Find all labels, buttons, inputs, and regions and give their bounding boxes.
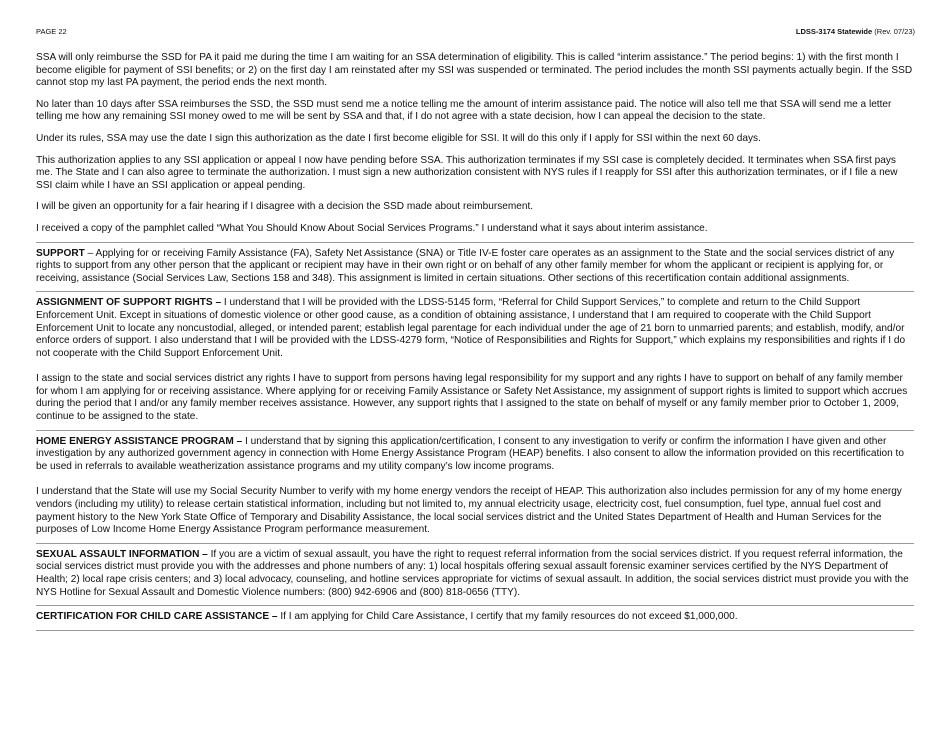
support-heading: SUPPORT	[36, 247, 85, 259]
section-divider	[36, 242, 914, 243]
document-body	[36, 52, 914, 636]
sexual-assault-heading: SEXUAL ASSAULT INFORMATION –	[36, 548, 208, 560]
support-text: – Applying for or receiving Family Assistance (FA), Safety Net Assistance (SNA) or Title IV-E foster care operates as an assignment to the State and the social services district of any rights to support from any other person that the applicant or recipient may have in their own right or on behalf of any other family member for whom the applicant or recipient is applying for, or receiving, assistance (Social Services Law, Sections 158 and 348). This assignment is limited in certain situations. Other sections of this recertification contain additional assignments.	[36, 247, 895, 284]
support-section	[36, 248, 914, 286]
heap-section	[36, 436, 914, 474]
page-header	[36, 27, 915, 39]
child-care-text: If I am applying for Child Care Assistance, I certify that my family resources do not exceed $1,000,000.	[277, 611, 738, 623]
assignment-heading: ASSIGNMENT OF SUPPORT RIGHTS –	[36, 297, 222, 309]
heap-paragraph-2: I understand that the State will use my Social Security Number to verify with my home energy vendors the receipt of HEAP. This authorization also includes permission for any of my home energy vendors (including my utility) to release certain statistical information, including but not limited to, my annual electricity usage, electricity cost, fuel consumption, fuel type, annual fuel cost and payment history to the New York State Office of Temporary and Disability Assistance, the local social services district and the United States Department of Health and Human Services for the purposes of Low Income Home Energy Assistance Program performance measurement.	[36, 486, 902, 536]
interim-assistance-paragraph-2: No later than 10 days after SSA reimburses the SSD, the SSD must send me a notice telling me the amount of interim assistance paid. The notice will also tell me that SSA will send me a letter telling me how any remaining SSI money owed to me will be sent by SSA and that, if I do not agree with a state decision, how I can appeal the decision to the state.	[36, 98, 892, 123]
section-divider	[36, 605, 914, 606]
section-divider	[36, 543, 914, 544]
child-care-section	[36, 611, 914, 624]
interim-assistance-paragraph-4: This authorization applies to any SSI application or appeal I now have pending before SSA. This authorization terminates if my SSI case is completely decided. It terminates when SSA first pays me. The State and I can also agree to terminate the authorization. I must sign a new authorization consistent with NYS rules if I reapply for SSI after this authorization terminates, or if I file a new SSI claim while I have an SSI application or appeal pending.	[36, 154, 898, 191]
sexual-assault-section	[36, 549, 914, 599]
interim-assistance-paragraph-1: SSA will only reimburse the SSD for PA it paid me during the time I am waiting for an SSA determination of eligibility. This is called “interim assistance.” The period begins: 1) with the first month I become eligible for payment of SSI benefits; or 2) on the first day I am reinstated after my SSI was suspended or terminated. The period includes the month SSI payments actually begin. If the SSD cannot stop my last PA payment, the period ends the next month.	[36, 52, 913, 89]
pamphlet-paragraph: I received a copy of the pamphlet called “What You Should Know About Social Services Programs.” I understand what it says about interim assistance.	[36, 222, 708, 234]
form-revision: (Rev. 07/23)	[874, 27, 915, 36]
assignment-text: I understand that I will be provided with the LDSS-5145 form, “Referral for Child Support Services,” to complete and return to the Child Support Enforcement Unit. Except in situations of domestic violence or other good cause, as a condition of obtaining assistance, I understand that I am required to cooperate with the Child Support Enforcement Unit to locate any noncustodial, alleged, or intended parent; establish legal parentage for each individual under the age of 21 born to unmarried parents; and establish, modify, and/or enforce orders of support. I also understand that I will be provided with the LDSS-4279 form, “Notice of Responsibilities and Rights for Support,” which explains my responsibilities and rights if I do not cooperate with the Child Support Enforcement Unit.	[36, 297, 906, 359]
heap-heading: HOME ENERGY ASSISTANCE PROGRAM –	[36, 435, 243, 447]
fair-hearing-paragraph: I will be given an opportunity for a fair hearing if I disagree with a decision the SSD made about reimbursement.	[36, 201, 534, 213]
page-number: PAGE 22	[36, 27, 67, 36]
interim-assistance-paragraph-3: Under its rules, SSA may use the date I sign this authorization as the date I first become eligible for SSI. It will do this only if I apply for SSI within the next 60 days.	[36, 132, 761, 144]
assignment-paragraph-2: I assign to the state and social services district any rights I have to support from persons having legal responsibility for my support and any rights I have to support on behalf of any family member for whom I am applying for or receiving assistance. Where applying for or receiving Family Assistance or Safety Net Assistance, my assignment of support rights is limited to support which accrues during the period that I and/or any family member receives assistance. However, any support rights that I assigned to the state on behalf of myself or any family member prior to October 1, 2009, continue to be assigned to the state.	[36, 373, 908, 423]
section-divider	[36, 291, 914, 292]
form-identifier	[796, 27, 915, 36]
section-divider	[36, 630, 914, 631]
child-care-heading: CERTIFICATION FOR CHILD CARE ASSISTANCE –	[36, 611, 278, 623]
assignment-section	[36, 297, 914, 360]
heap-text: I understand that by signing this application/certification, I consent to any investigation to verify or confirm the information I have given and other investigation by any authorized government agency in connection with Home Energy Assistance Program (HEAP) benefits. I also consent to allow the information provided on this recertification to be used in referrals to available weatherization assistance programs and my utility company’s low income programs.	[36, 435, 904, 472]
sexual-assault-text: If you are a victim of sexual assault, you have the right to request referral information from the social services district. If you request referral information, the social services district must provide you with the addresses and phone numbers of any: 1) local hospitals offering sexual assault forensic examiner services certified by the NYS Department of Health; 2) local rape crisis centers; and 3) local advocacy, counseling, and hotline services appropriate for victims of sexual assault. In addition, the social services district must provide you with the NYS Hotline for Sexual Assault and Domestic Violence numbers: (800) 942-6906 and (800) 818-0656 (TTY).	[36, 548, 909, 598]
form-id: LDSS-3174 Statewide	[795, 27, 873, 36]
section-divider	[36, 430, 914, 431]
